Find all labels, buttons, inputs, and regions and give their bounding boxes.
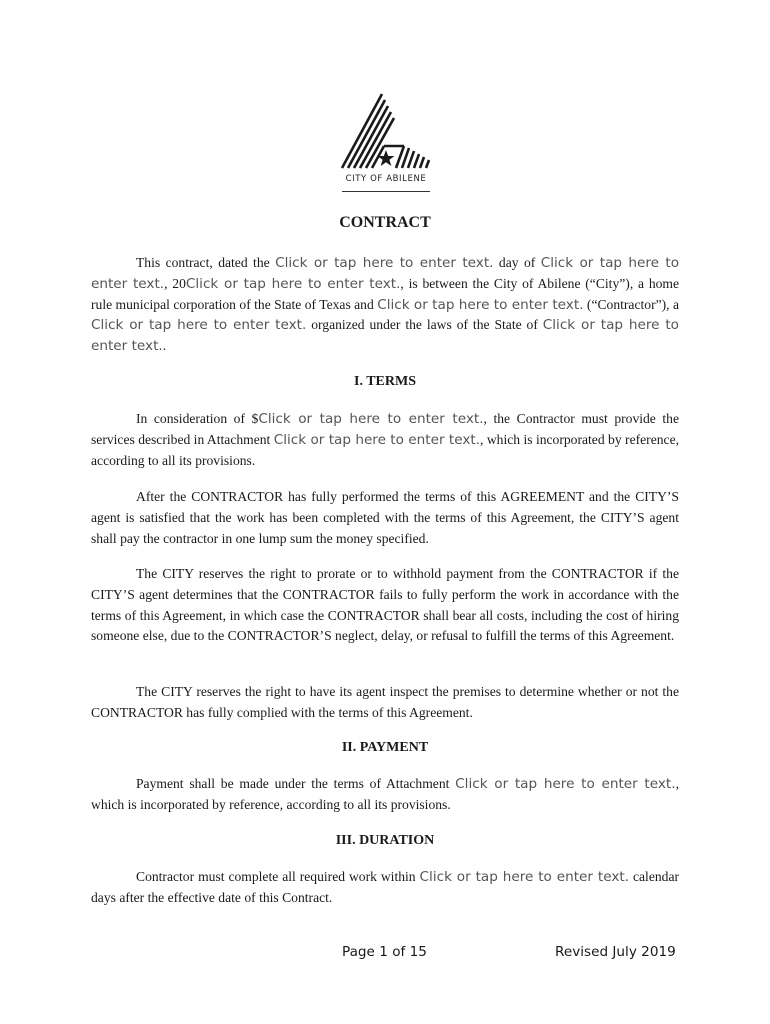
amount-field[interactable]: Click or tap here to enter text. <box>258 411 484 427</box>
intro-text: , 20 <box>164 275 186 291</box>
city-logo-mark-icon <box>338 90 434 170</box>
duration-text: calendar days after the effective date of this Contract. <box>91 869 680 905</box>
duration-paragraph <box>91 867 679 909</box>
page-number: Page 1 of 15 <box>342 944 427 960</box>
intro-text: . <box>162 338 167 354</box>
date-year-field[interactable]: Click or tap here to enter text. <box>185 275 401 292</box>
attachment-payment-field[interactable]: Click or tap here to enter text. <box>455 776 676 792</box>
logo-caption: CITY OF ABILENE <box>345 174 427 184</box>
intro-text: organized under the laws of the State of <box>306 317 543 333</box>
revision-date: Revised July 2019 <box>555 944 676 960</box>
terms-text: In consideration of $ <box>136 411 259 426</box>
date-day-field[interactable]: Click or tap here to enter text. <box>275 255 494 271</box>
duration-days-field[interactable]: Click or tap here to enter text. <box>419 869 630 885</box>
document-title: CONTRACT <box>339 214 431 231</box>
terms-text: After the CONTRACTOR has fully performed the terms of this AGREEMENT and the CITY’S agent is satisfied that the work has been completed with the terms of this Agreement, the CITY’S agent shall pay the contractor in one lump sum the money specified. <box>91 489 679 546</box>
terms-paragraph-4 <box>91 682 679 724</box>
terms-paragraph-3 <box>91 564 679 647</box>
payment-text: Payment shall be made under the terms of Attachment <box>136 776 456 791</box>
duration-text: Contractor must complete all required work within <box>136 869 420 884</box>
payment-text: , which is incorporated by reference, according to all its provisions. <box>91 776 679 812</box>
intro-text: (“Contractor”), a <box>583 296 680 312</box>
intro-paragraph <box>91 253 679 357</box>
attachment-services-field[interactable]: Click or tap here to enter text. <box>273 431 481 448</box>
entity-type-field[interactable]: Click or tap here to enter text. <box>91 317 307 334</box>
terms-heading: I. TERMS <box>354 374 416 389</box>
intro-text: , is between the City of Abilene (“City”), a home rule municipal corporation of the State of Texas and <box>91 275 680 312</box>
contractor-name-field[interactable]: Click or tap here to enter text. <box>377 296 584 313</box>
state-field[interactable]: Click or tap here to enter text. <box>91 317 679 355</box>
payment-paragraph <box>91 774 679 816</box>
duration-heading: III. DURATION <box>335 833 435 848</box>
terms-text: , which is incorporated by reference, according to all its provisions. <box>91 431 679 468</box>
intro-text: This contract, dated the <box>136 255 276 270</box>
intro-text: day of <box>493 255 541 270</box>
date-month-field[interactable]: Click or tap here to enter text. <box>91 255 680 292</box>
terms-text: , the Contractor must provide the services described in Attachment <box>91 411 680 447</box>
payment-heading: II. PAYMENT <box>341 740 429 755</box>
terms-paragraph-1 <box>91 409 679 471</box>
terms-text: The CITY reserves the right to prorate or to withhold payment from the CONTRACTOR if the CITY’S agent determines that the CONTRACTOR fails to fully perform the work in accordance with the terms of this Agreement, in which case the CONTRACTOR shall bear all costs, including the cost of hiring someone else, due to the CONTRACTOR’S neglect, delay, or refusal to fulfill the terms of this Agreement. <box>91 566 679 644</box>
city-logo <box>338 90 434 194</box>
terms-text: The CITY reserves the right to have its agent inspect the premises to determine whether or not the CONTRACTOR has fully complied with the terms of this Agreement. <box>91 684 679 720</box>
terms-paragraph-2 <box>91 487 679 549</box>
logo-divider <box>342 191 430 192</box>
